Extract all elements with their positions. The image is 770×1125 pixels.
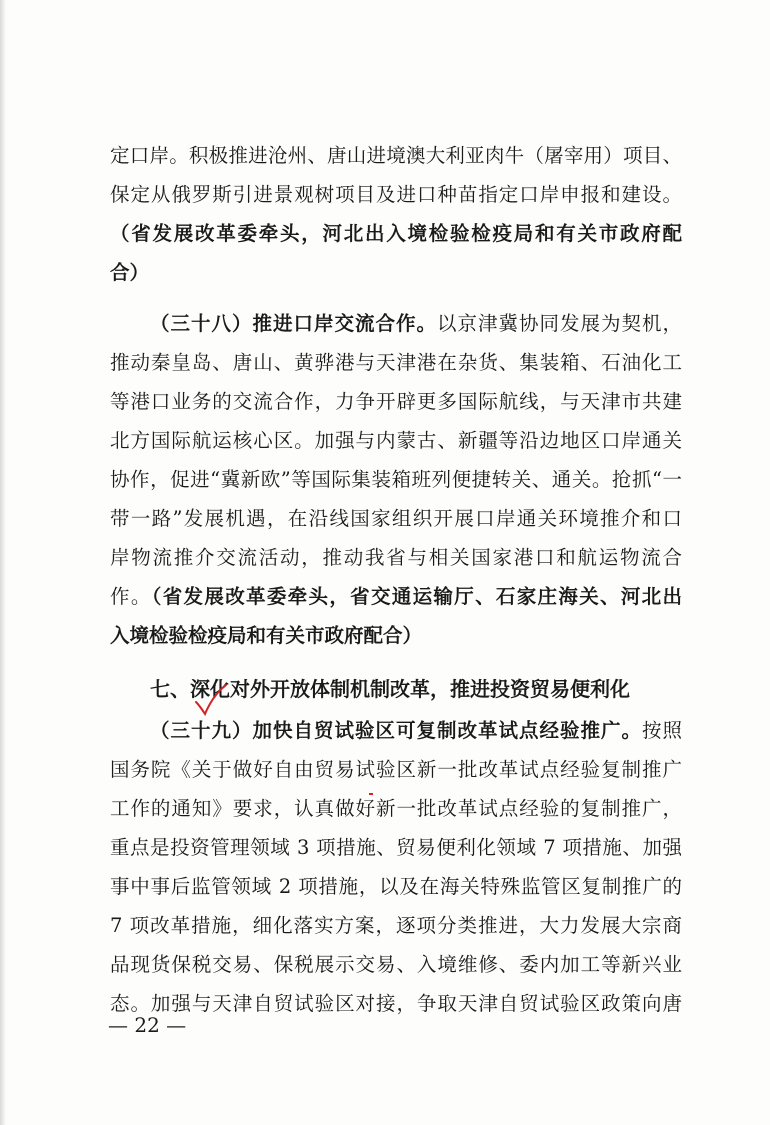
paragraph-3-line-4: 重点是投资管理领域 3 项措施、贸易便利化领域 7 项措施、加强 <box>110 836 682 859</box>
item-39-text-start: 按照 <box>641 719 682 742</box>
paragraph-3-line-8: 态。加强与天津自贸试验区对接，争取天津自贸试验区政策向唐 <box>110 992 682 1015</box>
paragraph-2-line-8-bold: （省发展改革委牵头，省交通运输厅、石家庄海关、河北出 <box>151 585 682 608</box>
paragraph-3-line-7: 品现货保税交易、保税展示交易、入境维修、委内加工等新兴业 <box>110 953 682 976</box>
paragraph-2-line-5: 协作，促进“冀新欧”等国际集装箱班列便捷转关、通关。抢抓“一 <box>110 468 682 491</box>
page-number: — 22 — <box>108 1013 187 1037</box>
scan-edge-shadow <box>0 0 6 1125</box>
paragraph-1-line-4: 合） <box>110 261 150 284</box>
red-pen-dot <box>369 793 373 795</box>
item-38-text-start: 以京津冀协同发展为契机， <box>436 312 682 335</box>
paragraph-3-line-3: 工作的通知》要求，认真做好新一批改革试点经验的复制推广， <box>110 797 682 820</box>
paragraph-2-line-4: 北方国际航运核心区。加强与内蒙古、新疆等沿边地区口岸通关 <box>110 429 682 452</box>
paragraph-2-line-3: 等港口业务的交流合作，力争开辟更多国际航线，与天津市共建 <box>110 390 682 413</box>
paragraph-1-line-2: 保定从俄罗斯引进景观树项目及进口种苗指定口岸申报和建设。 <box>110 183 682 206</box>
paragraph-2-line-1 <box>110 304 682 343</box>
paragraph-1-line-1: 定口岸。积极推进沧州、唐山进境澳大利亚肉牛（屠宰用）项目、 <box>110 144 682 167</box>
paragraph-3-line-2: 国务院《关于做好自由贸易试验区新一批改革试点经验复制推广 <box>110 758 682 781</box>
paragraph-2-line-8-plain: 作。 <box>110 585 152 608</box>
paragraph-2-line-9: 入境检验检疫局和有关市政府配合） <box>110 624 423 647</box>
section-heading: 七、深化对外开放体制机制改革，推进投资贸易便利化 <box>150 677 630 701</box>
paragraph-2-line-7: 岸物流推介交流活动，推动我省与相关国家港口和航运物流合 <box>110 546 682 569</box>
red-check-mark-icon <box>190 680 230 720</box>
paragraph-2-line-6: 带一路”发展机遇，在沿线国家组织开展口岸通关环境推介和口 <box>110 507 682 530</box>
paragraph-2-line-2: 推动秦皇岛、唐山、黄骅港与天津港在杂货、集装箱、石油化工 <box>110 351 682 374</box>
paragraph-2-line-8 <box>110 577 682 616</box>
paragraph-1-line-3: （省发展改革委牵头，河北出入境检验检疫局和有关市政府配 <box>110 222 682 245</box>
paragraph-gap <box>110 655 682 667</box>
item-38-title: （三十八）推进口岸交流合作。 <box>150 312 437 335</box>
paragraph-gap <box>110 292 682 304</box>
item-39-title: （三十九）加快自贸试验区可复制改革试点经验推广。 <box>150 719 642 742</box>
page-content <box>110 136 682 1023</box>
paragraph-3-line-6: 7 项改革措施，细化落实方案，逐项分类推进，大力发展大宗商 <box>110 914 682 937</box>
paragraph-3-line-5: 事中事后监管领域 2 项措施，以及在海关特殊监管区复制推广的 <box>110 875 682 898</box>
